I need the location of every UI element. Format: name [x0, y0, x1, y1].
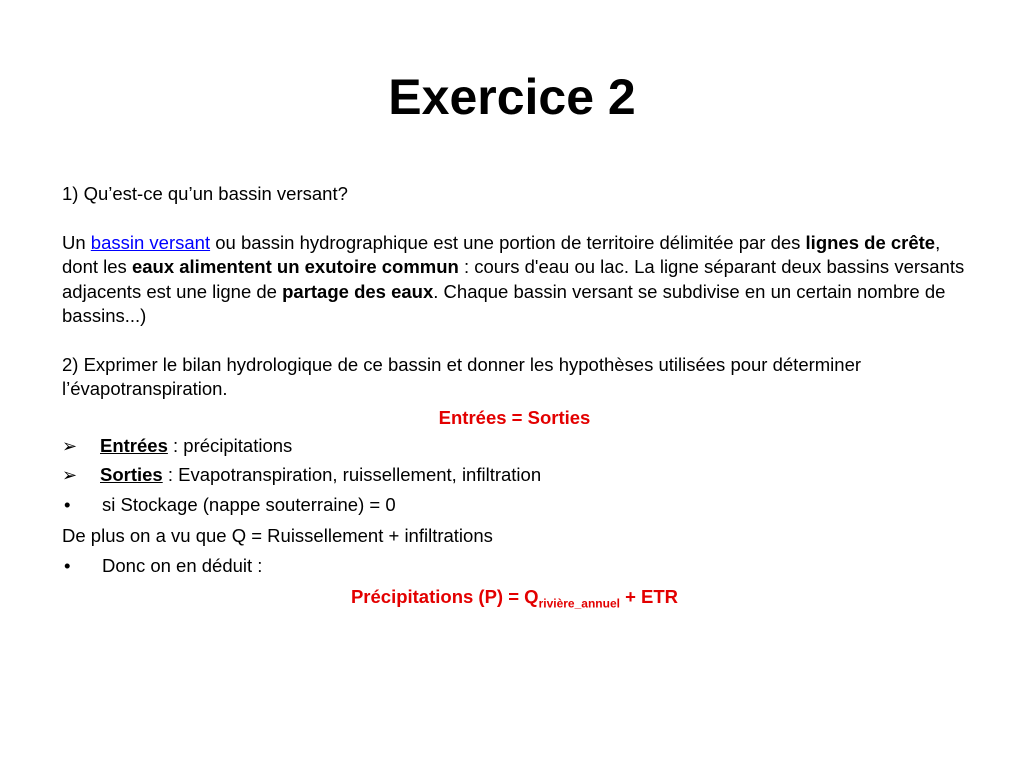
entrees-label: Entrées: [100, 435, 168, 456]
slide-content: [62, 182, 967, 620]
definition-text-2: ou bassin hydrographique est une portion de territoire délimitée par des: [210, 231, 806, 253]
definition-paragraph: [62, 231, 967, 329]
definition-text-4: : cours d'eau ou lac. La ligne séparant deux bassins versants adjacents est une ligne de: [62, 256, 965, 302]
list-item-entrees: [62, 434, 967, 459]
equation2-subscript: rivière_annuel: [538, 596, 620, 611]
list-item-sorties: [62, 463, 967, 488]
list-item-donc: [62, 554, 967, 579]
definition-text-1: Un: [62, 231, 91, 253]
de-plus-line: De plus on a vu que Q = Ruissellement + infiltrations: [62, 524, 493, 546]
arrow-bullet-icon: ➢: [62, 464, 78, 485]
donc-text: Donc on en déduit :: [102, 555, 263, 576]
definition-bold-2: eaux alimentent un exutoire commun: [131, 256, 459, 277]
entrees-text: : précipitations: [167, 435, 293, 456]
equation-entrees-sorties: Entrées = Sorties: [438, 406, 591, 428]
sorties-text: : Evapotranspiration, ruissellement, infiltration: [162, 463, 542, 485]
question-2: 2) Exprimer le bilan hydrologique de ce bassin et donner les hypothèses utilisées pour déterminer l’évapotranspiration.: [62, 353, 862, 399]
slide-title: Exercice 2: [388, 69, 636, 125]
list-item-stockage: [62, 493, 967, 518]
equation2-left: Précipitations (P) = Q: [350, 585, 539, 607]
bassin-versant-link[interactable]: bassin versant: [90, 231, 211, 253]
sorties-line: [100, 463, 541, 488]
question-1: 1) Qu’est-ce qu’un bassin versant?: [62, 183, 348, 204]
equation-precipitations: [62, 585, 967, 616]
arrow-bullet-icon: ➢: [62, 436, 78, 456]
dot-bullet-icon: •: [64, 555, 71, 576]
definition-text-3: , dont les: [62, 231, 941, 277]
definition-bold-1: lignes de crête: [805, 231, 936, 253]
entrees-line: [100, 434, 292, 459]
definition-text-5: . Chaque bassin versant se subdivise en un certain nombre de bassins...): [62, 280, 946, 326]
stockage-text: si Stockage (nappe souterraine) = 0: [102, 494, 396, 515]
equation2-right: + ETR: [619, 585, 679, 607]
definition-bold-3: partage des eaux: [282, 280, 434, 302]
sorties-label: Sorties: [100, 463, 163, 485]
dot-bullet-icon: •: [64, 494, 71, 515]
